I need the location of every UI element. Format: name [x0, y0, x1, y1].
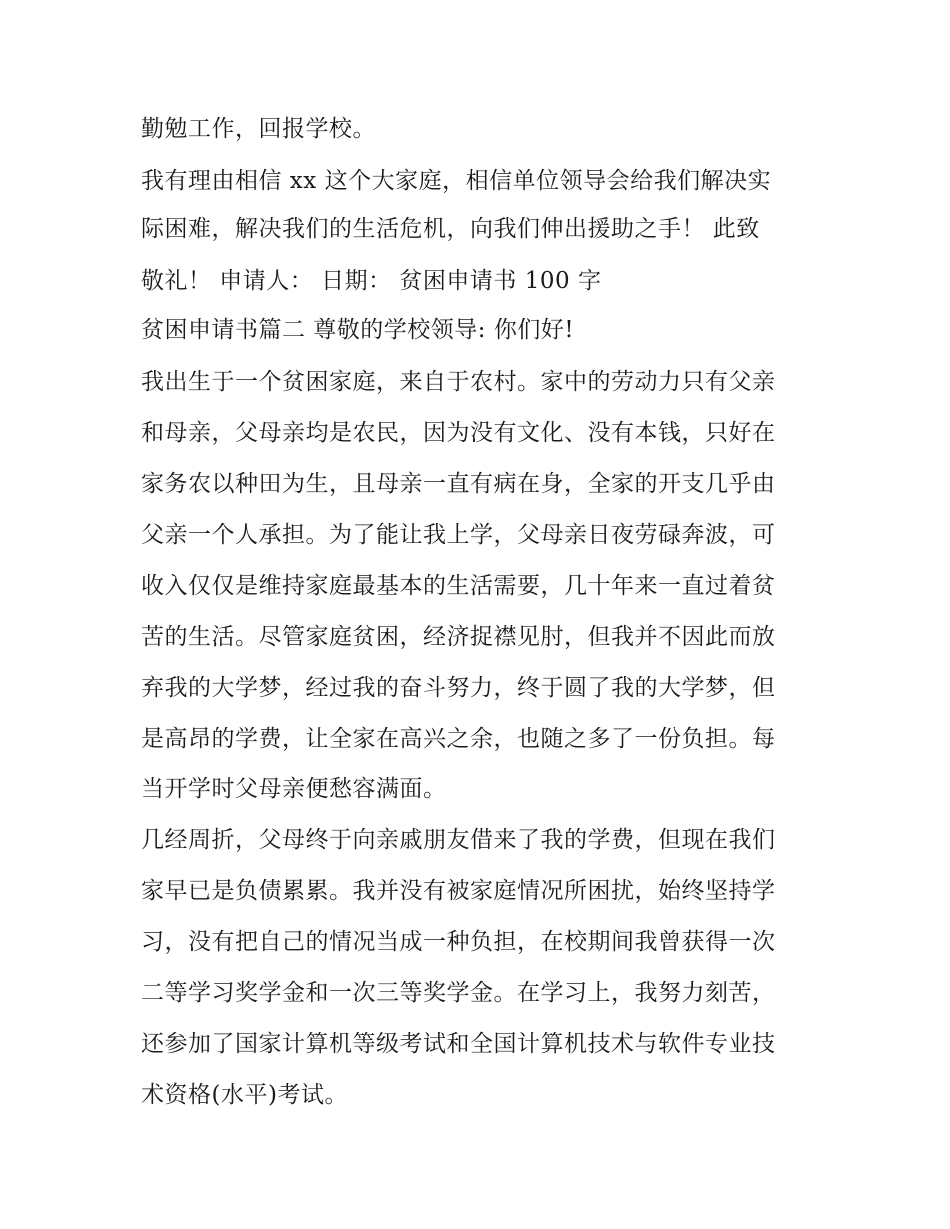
- text-line: 我有理由相信 xx 这个大家庭，相信单位领导会给我们解决实: [141, 168, 772, 194]
- text-line: 家早已是负债累累。我并没有被家庭情况所困扰，始终坚持学: [141, 878, 776, 904]
- text-line: 际困难，解决我们的生活危机，向我们伸出援助之手！ 此致: [141, 216, 760, 242]
- text-line: 苦的生活。尽管家庭贫困，经济捉襟见肘，但我并不因此而放: [141, 624, 776, 650]
- text-line: 收入仅仅是维持家庭最基本的生活需要，几十年来一直过着贫: [141, 573, 776, 599]
- text-line: 敬礼！ 申请人： 日期： 贫困申请书 100 字: [141, 268, 602, 294]
- section-heading-line: 贫困申请书篇二 尊敬的学校领导: 你们好!: [141, 317, 575, 343]
- text-line: 和母亲，父母亲均是农民，因为没有文化、没有本钱，只好在: [141, 420, 776, 446]
- text-line: 父亲一个人承担。为了能让我上学，父母亲日夜劳碌奔波，可: [141, 522, 776, 548]
- text-line: 二等学习奖学金和一次三等奖学金。在学习上，我努力刻苦，: [141, 980, 776, 1006]
- text-line: 家务农以种田为生，且母亲一直有病在身，全家的开支几乎由: [141, 471, 776, 497]
- text-line: 勤勉工作，回报学校。: [141, 116, 376, 142]
- text-line: 术资格(水平)考试。: [141, 1082, 348, 1108]
- text-line: 弃我的大学梦，经过我的奋斗努力，终于圆了我的大学梦，但: [141, 675, 776, 701]
- text-line: 几经周折，父母终于向亲戚朋友借来了我的学费，但现在我们: [141, 827, 776, 853]
- text-line: 还参加了国家计算机等级考试和全国计算机技术与软件专业技: [141, 1031, 776, 1057]
- text-line: 习，没有把自己的情况当成一种负担，在校期间我曾获得一次: [141, 929, 776, 955]
- text-line: 我出生于一个贫困家庭，来自于农村。家中的劳动力只有父亲: [141, 369, 776, 395]
- text-line: 当开学时父母亲便愁容满面。: [141, 776, 447, 802]
- text-line: 是高昂的学费，让全家在高兴之余，也随之多了一份负担。每: [141, 726, 776, 752]
